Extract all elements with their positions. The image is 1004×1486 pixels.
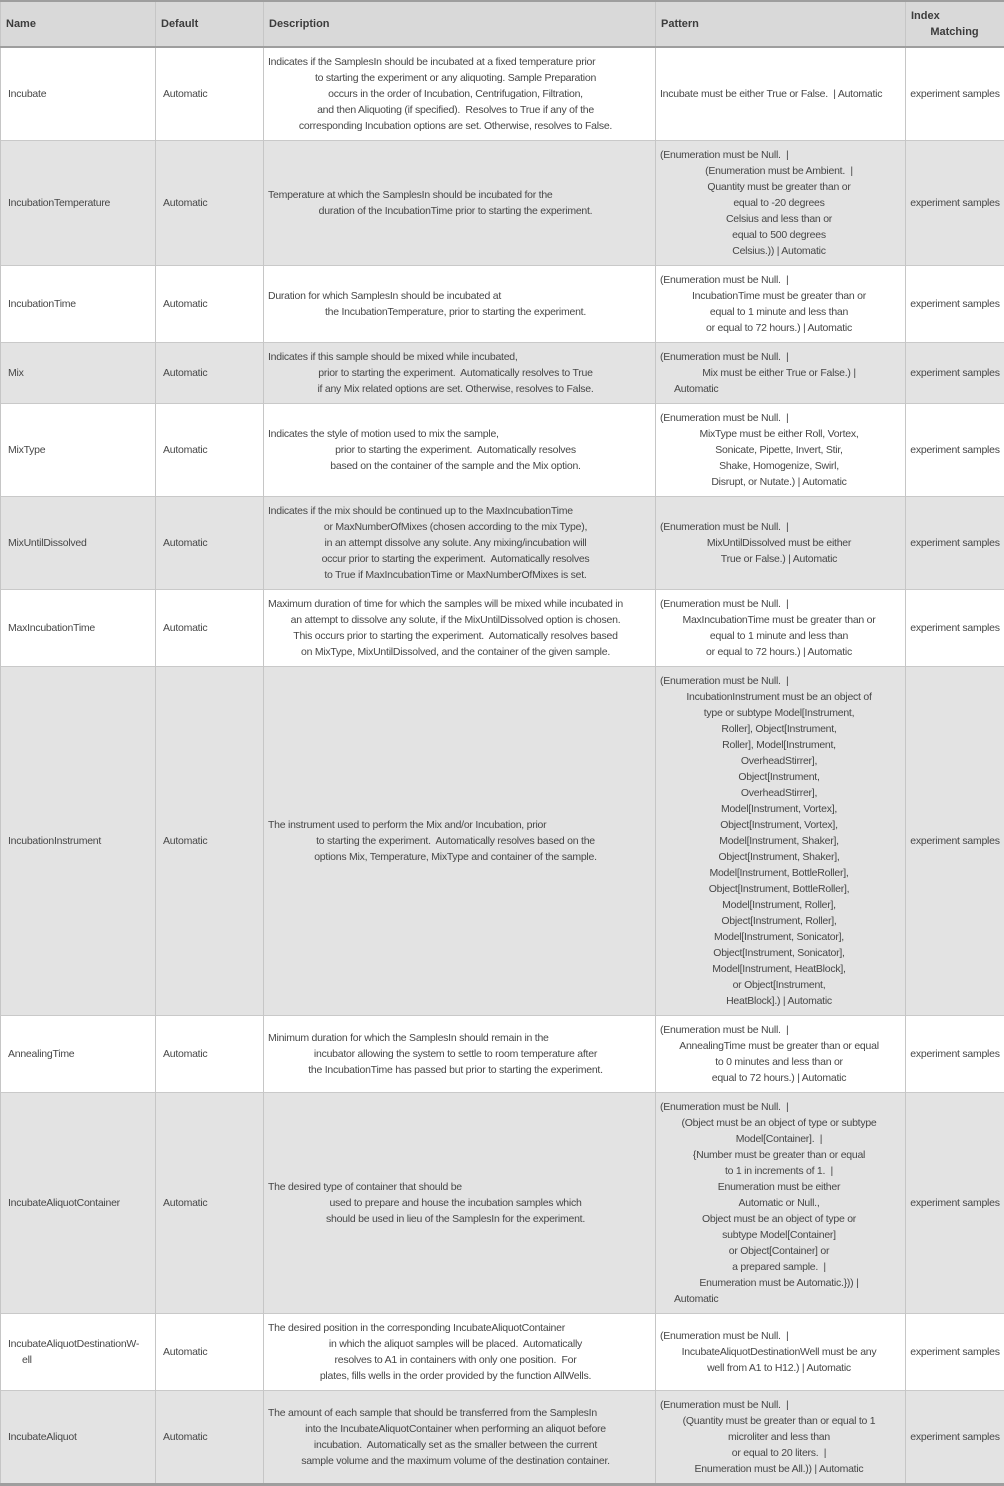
cell-name — [1, 1016, 156, 1093]
text-line: Model[Instrument, Sonicator], — [660, 929, 898, 945]
cell-description — [264, 1391, 656, 1485]
cell-index_matching — [906, 1016, 1004, 1093]
text-line: Automatic — [660, 1291, 898, 1307]
text-line: experiment samples — [910, 535, 1000, 551]
cell-description — [264, 590, 656, 667]
table-row — [1, 47, 1004, 141]
cell-description — [264, 343, 656, 404]
text-line: experiment samples — [910, 365, 1000, 381]
cell-description — [264, 1093, 656, 1314]
text-line: (Quantity must be greater than or equal to 1 — [660, 1413, 898, 1429]
text-line: IncubateAliquotContainer — [8, 1195, 149, 1211]
text-line: MixUntilDissolved must be either — [660, 535, 898, 551]
cell-description — [264, 47, 656, 141]
text-line: Indicates if the SamplesIn should be incubated at a fixed temperature prior — [268, 54, 643, 70]
cell-name — [1, 141, 156, 266]
cell-index_matching — [906, 1391, 1004, 1485]
text-line: into the IncubateAliquotContainer when performing an aliquot before — [268, 1421, 643, 1437]
text-line: Automatic — [163, 195, 257, 211]
text-line: Shake, Homogenize, Swirl, — [660, 458, 898, 474]
text-line: prior to starting the experiment. Automatically resolves — [268, 442, 643, 458]
text-line: Mix must be either True or False.) | — [660, 365, 898, 381]
cell-default — [156, 1016, 264, 1093]
cell-index_matching — [906, 1093, 1004, 1314]
text-line: Index — [911, 8, 998, 24]
column-header-pattern — [656, 1, 906, 47]
text-line: Enumeration must be either — [660, 1179, 898, 1195]
text-line: to 1 in increments of 1. | — [660, 1163, 898, 1179]
text-line: (Object must be an object of type or subtype — [660, 1115, 898, 1131]
cell-description — [264, 1016, 656, 1093]
cell-pattern — [656, 343, 906, 404]
text-line: IncubateAliquot — [8, 1429, 149, 1445]
text-line: Automatic — [163, 365, 257, 381]
table-row — [1, 1314, 1004, 1391]
cell-pattern — [656, 667, 906, 1016]
text-line: equal to 500 degrees — [660, 227, 898, 243]
text-line: MixUntilDissolved — [8, 535, 149, 551]
text-line: equal to 1 minute and less than — [660, 628, 898, 644]
cell-description — [264, 266, 656, 343]
text-line: OverheadStirrer], — [660, 785, 898, 801]
text-line: ell — [8, 1352, 149, 1368]
table-row — [1, 1016, 1004, 1093]
cell-default — [156, 497, 264, 590]
text-line: OverheadStirrer], — [660, 753, 898, 769]
text-line: Automatic — [163, 1046, 257, 1062]
text-line: type or subtype Model[Instrument, — [660, 705, 898, 721]
cell-description — [264, 141, 656, 266]
text-line: Enumeration must be All.)) | Automatic — [660, 1461, 898, 1477]
table-header — [1, 1, 1004, 47]
cell-pattern — [656, 266, 906, 343]
text-line: Model[Instrument, Roller], — [660, 897, 898, 913]
text-line: The desired type of container that should be — [268, 1179, 643, 1195]
text-line: equal to 1 minute and less than — [660, 304, 898, 320]
text-line: incubation. Automatically set as the smaller between the current — [268, 1437, 643, 1453]
text-line: The instrument used to perform the Mix and/or Incubation, prior — [268, 817, 643, 833]
text-line: experiment samples — [910, 86, 1000, 102]
text-line: resolves to A1 in containers with only one position. For — [268, 1352, 643, 1368]
cell-default — [156, 404, 264, 497]
cell-pattern — [656, 1314, 906, 1391]
text-line: Object[Instrument, Roller], — [660, 913, 898, 929]
text-line: on MixType, MixUntilDissolved, and the container of the given sample. — [268, 644, 643, 660]
text-line: Duration for which SamplesIn should be incubated at — [268, 288, 643, 304]
column-header-name — [1, 1, 156, 47]
cell-pattern — [656, 1093, 906, 1314]
table-row — [1, 590, 1004, 667]
text-line: Matching — [911, 24, 998, 40]
text-line: experiment samples — [910, 1046, 1000, 1062]
text-line: AnnealingTime — [8, 1046, 149, 1062]
text-line: to 0 minutes and less than or — [660, 1054, 898, 1070]
text-line: The amount of each sample that should be transferred from the SamplesIn — [268, 1405, 643, 1421]
text-line: should be used in lieu of the SamplesIn for the experiment. — [268, 1211, 643, 1227]
text-line: (Enumeration must be Null. | — [660, 519, 898, 535]
text-line: (Enumeration must be Null. | — [660, 1328, 898, 1344]
text-line: Automatic — [163, 1195, 257, 1211]
text-line: MaxIncubationTime must be greater than or — [660, 612, 898, 628]
table-body — [1, 47, 1004, 1485]
cell-index_matching — [906, 590, 1004, 667]
column-header-default — [156, 1, 264, 47]
text-line: experiment samples — [910, 442, 1000, 458]
text-line: experiment samples — [910, 195, 1000, 211]
text-line: Model[Instrument, BottleRoller], — [660, 865, 898, 881]
text-line: Celsius.)) | Automatic — [660, 243, 898, 259]
text-line: equal to -20 degrees — [660, 195, 898, 211]
text-line: Object[Instrument, Vortex], — [660, 817, 898, 833]
cell-default — [156, 590, 264, 667]
cell-index_matching — [906, 141, 1004, 266]
text-line: Pattern — [661, 16, 899, 32]
cell-name — [1, 497, 156, 590]
text-line: Indicates the style of motion used to mix the sample, — [268, 426, 643, 442]
table-row — [1, 404, 1004, 497]
cell-default — [156, 1093, 264, 1314]
text-line: Minimum duration for which the SamplesIn should remain in the — [268, 1030, 643, 1046]
cell-pattern — [656, 1016, 906, 1093]
text-line: occur prior to starting the experiment. Automatically resolves — [268, 551, 643, 567]
text-line: or MaxNumberOfMixes (chosen according to the mix Type), — [268, 519, 643, 535]
cell-default — [156, 47, 264, 141]
text-line: IncubationInstrument must be an object of — [660, 689, 898, 705]
cell-name — [1, 47, 156, 141]
text-line: Object[Instrument, — [660, 769, 898, 785]
text-line: IncubationInstrument — [8, 833, 149, 849]
text-line: (Enumeration must be Null. | — [660, 1397, 898, 1413]
text-line: Automatic — [163, 1344, 257, 1360]
text-line: the IncubationTime has passed but prior to starting the experiment. — [268, 1062, 643, 1078]
text-line: Quantity must be greater than or — [660, 179, 898, 195]
cell-index_matching — [906, 497, 1004, 590]
text-line: duration of the IncubationTime prior to starting the experiment. — [268, 203, 643, 219]
text-line: or equal to 72 hours.) | Automatic — [660, 320, 898, 336]
text-line: This occurs prior to starting the experiment. Automatically resolves based — [268, 628, 643, 644]
cell-name — [1, 266, 156, 343]
cell-name — [1, 1093, 156, 1314]
text-line: Object[Instrument, BottleRoller], — [660, 881, 898, 897]
text-line: Automatic — [660, 381, 898, 397]
text-line: sample volume and the maximum volume of the destination container. — [268, 1453, 643, 1469]
text-line: HeatBlock].) | Automatic — [660, 993, 898, 1009]
cell-name — [1, 1391, 156, 1485]
text-line: or Object[Container] or — [660, 1243, 898, 1259]
text-line: to starting the experiment. Automatically resolves based on the — [268, 833, 643, 849]
cell-name — [1, 343, 156, 404]
text-line: in which the aliquot samples will be placed. Automatically — [268, 1336, 643, 1352]
text-line: Sonicate, Pipette, Invert, Stir, — [660, 442, 898, 458]
text-line: Maximum duration of time for which the samples will be mixed while incubated in — [268, 596, 643, 612]
text-line: The desired position in the corresponding IncubateAliquotContainer — [268, 1320, 643, 1336]
text-line: experiment samples — [910, 1344, 1000, 1360]
text-line: Automatic — [163, 535, 257, 551]
column-header-index_matching — [906, 1, 1004, 47]
table-row — [1, 497, 1004, 590]
cell-pattern — [656, 141, 906, 266]
cell-pattern — [656, 497, 906, 590]
text-line: MaxIncubationTime — [8, 620, 149, 636]
text-line: (Enumeration must be Null. | — [660, 596, 898, 612]
text-line: Incubate — [8, 86, 149, 102]
text-line: Model[Instrument, Shaker], — [660, 833, 898, 849]
text-line: IncubateAliquotDestinationWell must be any — [660, 1344, 898, 1360]
text-line: experiment samples — [910, 1429, 1000, 1445]
text-line: options Mix, Temperature, MixType and container of the sample. — [268, 849, 643, 865]
cell-default — [156, 141, 264, 266]
text-line: Incubate must be either True or False. | Automatic — [660, 86, 898, 102]
cell-pattern — [656, 590, 906, 667]
text-line: True or False.) | Automatic — [660, 551, 898, 567]
text-line: IncubationTime — [8, 296, 149, 312]
text-line: Mix — [8, 365, 149, 381]
text-line: and then Aliquoting (if specified). Resolves to True if any of the — [268, 102, 643, 118]
text-line: based on the container of the sample and the Mix option. — [268, 458, 643, 474]
text-line: (Enumeration must be Null. | — [660, 272, 898, 288]
text-line: AnnealingTime must be greater than or equal — [660, 1038, 898, 1054]
cell-default — [156, 667, 264, 1016]
cell-pattern — [656, 1391, 906, 1485]
text-line: Automatic — [163, 86, 257, 102]
cell-index_matching — [906, 1314, 1004, 1391]
text-line: an attempt to dissolve any solute, if the MixUntilDissolved option is chosen. — [268, 612, 643, 628]
text-line: incubator allowing the system to settle to room temperature after — [268, 1046, 643, 1062]
text-line: prior to starting the experiment. Automatically resolves to True — [268, 365, 643, 381]
table-row — [1, 266, 1004, 343]
text-line: experiment samples — [910, 833, 1000, 849]
text-line: Roller], Model[Instrument, — [660, 737, 898, 753]
text-line: Automatic — [163, 833, 257, 849]
text-line: Object[Instrument, Shaker], — [660, 849, 898, 865]
table-row — [1, 1391, 1004, 1485]
text-line: MixType must be either Roll, Vortex, — [660, 426, 898, 442]
text-line: Automatic or Null., — [660, 1195, 898, 1211]
cell-pattern — [656, 47, 906, 141]
cell-name — [1, 590, 156, 667]
cell-name — [1, 1314, 156, 1391]
text-line: or Object[Instrument, — [660, 977, 898, 993]
table-row — [1, 343, 1004, 404]
text-line: (Enumeration must be Null. | — [660, 1099, 898, 1115]
text-line: occurs in the order of Incubation, Centrifugation, Filtration, — [268, 86, 643, 102]
text-line: used to prepare and house the incubation samples which — [268, 1195, 643, 1211]
text-line: (Enumeration must be Null. | — [660, 147, 898, 163]
text-line: (Enumeration must be Null. | — [660, 1022, 898, 1038]
cell-default — [156, 343, 264, 404]
cell-index_matching — [906, 404, 1004, 497]
cell-index_matching — [906, 266, 1004, 343]
table-row — [1, 141, 1004, 266]
text-line: to True if MaxIncubationTime or MaxNumberOfMixes is set. — [268, 567, 643, 583]
text-line: in an attempt dissolve any solute. Any mixing/incubation will — [268, 535, 643, 551]
cell-description — [264, 497, 656, 590]
text-line: well from A1 to H12.) | Automatic — [660, 1360, 898, 1376]
text-line: to starting the experiment or any aliquoting. Sample Preparation — [268, 70, 643, 86]
cell-index_matching — [906, 667, 1004, 1016]
cell-default — [156, 266, 264, 343]
text-line: corresponding Incubation options are set. Otherwise, resolves to False. — [268, 118, 643, 134]
text-line: (Enumeration must be Null. | — [660, 349, 898, 365]
text-line: Celsius and less than or — [660, 211, 898, 227]
text-line: or equal to 20 liters. | — [660, 1445, 898, 1461]
text-line: subtype Model[Container] — [660, 1227, 898, 1243]
text-line: IncubationTemperature — [8, 195, 149, 211]
cell-description — [264, 667, 656, 1016]
text-line: microliter and less than — [660, 1429, 898, 1445]
cell-name — [1, 404, 156, 497]
text-line: Enumeration must be Automatic.})) | — [660, 1275, 898, 1291]
column-header-description — [264, 1, 656, 47]
text-line: Roller], Object[Instrument, — [660, 721, 898, 737]
text-line: Model[Instrument, Vortex], — [660, 801, 898, 817]
text-line: experiment samples — [910, 620, 1000, 636]
text-line: Object[Instrument, Sonicator], — [660, 945, 898, 961]
cell-default — [156, 1391, 264, 1485]
cell-pattern — [656, 404, 906, 497]
text-line: IncubateAliquotDestinationW- — [8, 1336, 149, 1352]
header-row — [1, 1, 1004, 47]
text-line: Object must be an object of type or — [660, 1211, 898, 1227]
text-line: (Enumeration must be Null. | — [660, 673, 898, 689]
text-line: equal to 72 hours.) | Automatic — [660, 1070, 898, 1086]
text-line: experiment samples — [910, 1195, 1000, 1211]
table-row — [1, 667, 1004, 1016]
text-line: IncubationTime must be greater than or — [660, 288, 898, 304]
text-line: Description — [269, 16, 649, 32]
text-line: Model[Instrument, HeatBlock], — [660, 961, 898, 977]
text-line: Disrupt, or Nutate.) | Automatic — [660, 474, 898, 490]
text-line: if any Mix related options are set. Otherwise, resolves to False. — [268, 381, 643, 397]
cell-default — [156, 1314, 264, 1391]
text-line: Model[Container]. | — [660, 1131, 898, 1147]
text-line: experiment samples — [910, 296, 1000, 312]
cell-index_matching — [906, 343, 1004, 404]
text-line: plates, fills wells in the order provided by the function AllWells. — [268, 1368, 643, 1384]
text-line: MixType — [8, 442, 149, 458]
cell-index_matching — [906, 47, 1004, 141]
text-line: Indicates if the mix should be continued up to the MaxIncubationTime — [268, 503, 643, 519]
text-line: or equal to 72 hours.) | Automatic — [660, 644, 898, 660]
text-line: a prepared sample. | — [660, 1259, 898, 1275]
text-line: Automatic — [163, 620, 257, 636]
text-line: {Number must be greater than or equal — [660, 1147, 898, 1163]
text-line: Indicates if this sample should be mixed while incubated, — [268, 349, 643, 365]
cell-name — [1, 667, 156, 1016]
text-line: Default — [161, 16, 257, 32]
text-line: (Enumeration must be Null. | — [660, 410, 898, 426]
text-line: Automatic — [163, 1429, 257, 1445]
text-line: (Enumeration must be Ambient. | — [660, 163, 898, 179]
table-row — [1, 1093, 1004, 1314]
cell-description — [264, 1314, 656, 1391]
text-line: Name — [6, 16, 149, 32]
text-line: the IncubationTemperature, prior to starting the experiment. — [268, 304, 643, 320]
text-line: Automatic — [163, 442, 257, 458]
cell-description — [264, 404, 656, 497]
text-line: Automatic — [163, 296, 257, 312]
text-line: Temperature at which the SamplesIn should be incubated for the — [268, 187, 643, 203]
